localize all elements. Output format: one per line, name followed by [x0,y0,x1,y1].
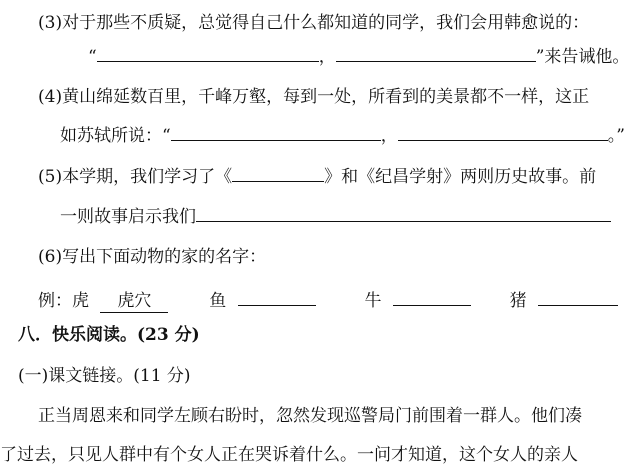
question-6-text: (6)写出下面动物的家的名字： [38,247,267,267]
lead-text: 如苏轼所说：“ [60,126,171,146]
example-label: 例：虎 [38,291,89,311]
comma: ， [380,126,398,146]
question-3-fill [88,44,629,66]
question-4-text: (4)黄山绵延数百里，千峰万壑，每到一处，所看到的美景都不一样，这正 [38,87,590,107]
text-part-b: 》和《纪昌学射》两则历史故事。前 [324,167,597,187]
answer-blank[interactable] [196,204,611,222]
answer-blank[interactable] [336,44,536,62]
closing-text: 。” [607,126,625,146]
closing-text: ”来告诫他。 [535,47,630,67]
question-3-text: (3)对于那些不质疑，总觉得自己什么都知道的同学，我们会用韩愈说的： [38,13,590,33]
answer-blank[interactable] [232,164,324,182]
section-title: 八．快乐阅读。(23 分) [18,325,200,345]
question-5-fill [60,204,611,226]
answer-blank[interactable] [171,123,381,141]
answer-blank[interactable] [538,288,618,306]
paragraph-line-1: 正当周恩来和同学左顾右盼时，忽然发现巡警局门前围着一群人。他们凑 [38,406,582,426]
question-5-text [38,164,596,186]
comma: ， [318,47,336,67]
text-part-a: (5)本学期，我们学习了《 [38,167,233,187]
answer-blank[interactable] [97,44,319,62]
question-6-fill [38,288,618,310]
animal-pig: 猪 [509,291,527,311]
animal-fish: 鱼 [209,291,227,311]
section-subtitle: (一)课文链接。(11 分) [18,366,191,386]
answer-blank[interactable] [393,288,471,306]
example-answer: 虎穴 [100,290,168,313]
lead-text: 一则故事启示我们 [60,207,196,227]
animal-cow: 牛 [364,291,382,311]
answer-blank[interactable] [238,288,316,306]
open-quote: “ [88,47,97,67]
paragraph-line-2: 了过去，只见人群中有个女人正在哭诉着什么。一问才知道，这个女人的亲人 [0,445,578,465]
question-4-fill [60,123,625,145]
answer-blank[interactable] [398,123,608,141]
